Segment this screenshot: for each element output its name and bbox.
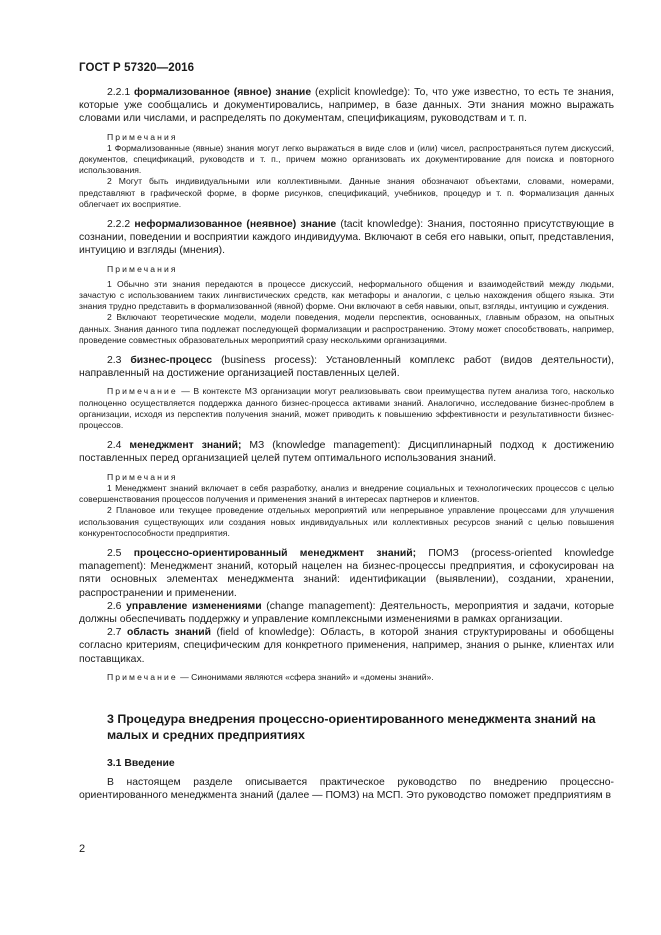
notes-heading: Примечания — [107, 263, 178, 274]
page-number: 2 — [79, 843, 86, 855]
term-2-3: 2.3 бизнес-процесс (business process): Установленный комплекс работ (видов деятельности), направленный на достижение организацией поставленных целей. — [79, 355, 614, 380]
note-2-3: Примечание — В контексте МЗ организации могут реализовывать свои преимущества путем анализа того, насколько полноценно осуществляется поддержка данного бизнес-процесса активами знаний. Аналогично, исследование бизнес-проблем в организации, исходя из перспектив получения знаний, может приводить к повышению эффективности и результативности бизнес-процессов. — [79, 386, 615, 431]
document-header: ГОСТ Р 57320—2016 — [79, 62, 195, 74]
section-3-title: 3 Процедура внедрения процессно-ориентированного менеджмента знаний на малых и средних предприятиях — [107, 711, 596, 742]
term-2-4: 2.4 менеджмент знаний; МЗ (knowledge management): Дисциплинарный подход к достижению поставленных перед организацией целей путем оптимального использования знаний. — [79, 440, 614, 465]
term-2-2-2: 2.2.2 неформализованное (неявное) знание (tacit knowledge): Знания, постоянно присутствующие в сознании, поведении и восприятии каждого индивидуума. Включают в себя его навыки, опыт, представления, интуицию и взгляды (мнения). — [79, 219, 615, 257]
term-2-7: 2.7 область знаний (field of knowledge): Область, в которой знания структурированы и обобщены согласно критериям, специфическим для конкретного применения, например, знания о рынке, клиентах или поставщиках. — [79, 627, 614, 665]
note-2-2-1-1: 1 Формализованные (явные) знания могут легко выражаться в виде слов и (или) чисел, распространяться путем дискуссий, документов, спецификаций, руководств и т. п., причем можно организовать их документирование для поиска и повторного использования. — [79, 142, 614, 176]
document-body — [79, 86, 614, 802]
note-2-2-2-2: 2 Включают теоретические модели, модели поведения, модели перспектив, основанных, главным образом, на опытных данных. Знания данного типа подлежат последующей формализации и распространению. Этому может способствовать, например, проведение совместных образовательных мероприятий сразу несколькими организациями. — [79, 312, 614, 345]
note-2-4-1: 1 Менеджмент знаний включает в себя разработку, анализ и внедрение социальных и технологических процессов с целью совершенствования процессов получения и применения знаний в интересах партнеров и клиентов. — [79, 482, 614, 505]
term-2-5: 2.5 процессно-ориентированный менеджмент знаний; ПОМЗ (process-oriented knowledge management): Менеджмент знаний, который нацелен на бизнес-процессы предприятия, и сфокусирован на пяти основных элементах менеджмента знаний: идентификации (выявлении), создании, хранении, распространении и применении. — [79, 547, 614, 599]
notes-heading: Примечания — [107, 471, 178, 482]
section-3-1-text: В настоящем разделе описывается практическое руководство по внедрению процессно-ориентированного менеджмента знаний (далее — ПОМЗ) на МСП. Это руководство поможет предприятиям в — [79, 776, 614, 802]
note-2-4-2: 2 Плановое или текущее проведение отдельных мероприятий или непрерывное управление процессами для улучшения использования существующих или создания новых индивидуальных или коллективных ресурсов знаний с целью повышения конкурентоспособности предприятия. — [79, 505, 614, 538]
term-2-6: 2.6 управление изменениями (change management): Деятельность, мероприятия и задачи, которые должны обеспечивать поддержку и управление комплексными изменениями в рамках организации. — [79, 600, 615, 625]
term-2-2-1: 2.2.1 формализованное (явное) знание (explicit knowledge): То, что уже известно, то есть те знания, которые уже сообщались и документировались, например, в базе данных. Эти знания можно выражать словами или числами, и распределять по документам, спецификациям, руководствам и т. п. — [79, 87, 615, 125]
notes-heading: Примечания — [107, 131, 178, 142]
note-2-2-2-1: 1 Обычно эти знания передаются в процессе дискуссий, неформального общения и взаимодействий между людьми, зачастую с использованием таких лингвистических средств, как метафоры и аналогии, с целью нахождения общего языка. Эти знания трудно представить в формализованной (явной) форме. Они включают в себя навыки, опыт, взгляды, интуицию и суждения. — [79, 278, 614, 312]
subsection-3-1-title: 3.1 Введение — [107, 757, 175, 769]
note-2-2-1-2: 2 Могут быть индивидуальными или коллективными. Данные знания обозначают объектами, словами, номерами, представляют в графической форме, в форме рисунков, спецификаций, учебников, процедур и т. п. Формализация данных облегчает их восприятие. — [79, 176, 614, 209]
note-2-7: Примечание — Синонимами являются «сфера знаний» и «домены знаний». — [107, 671, 434, 682]
